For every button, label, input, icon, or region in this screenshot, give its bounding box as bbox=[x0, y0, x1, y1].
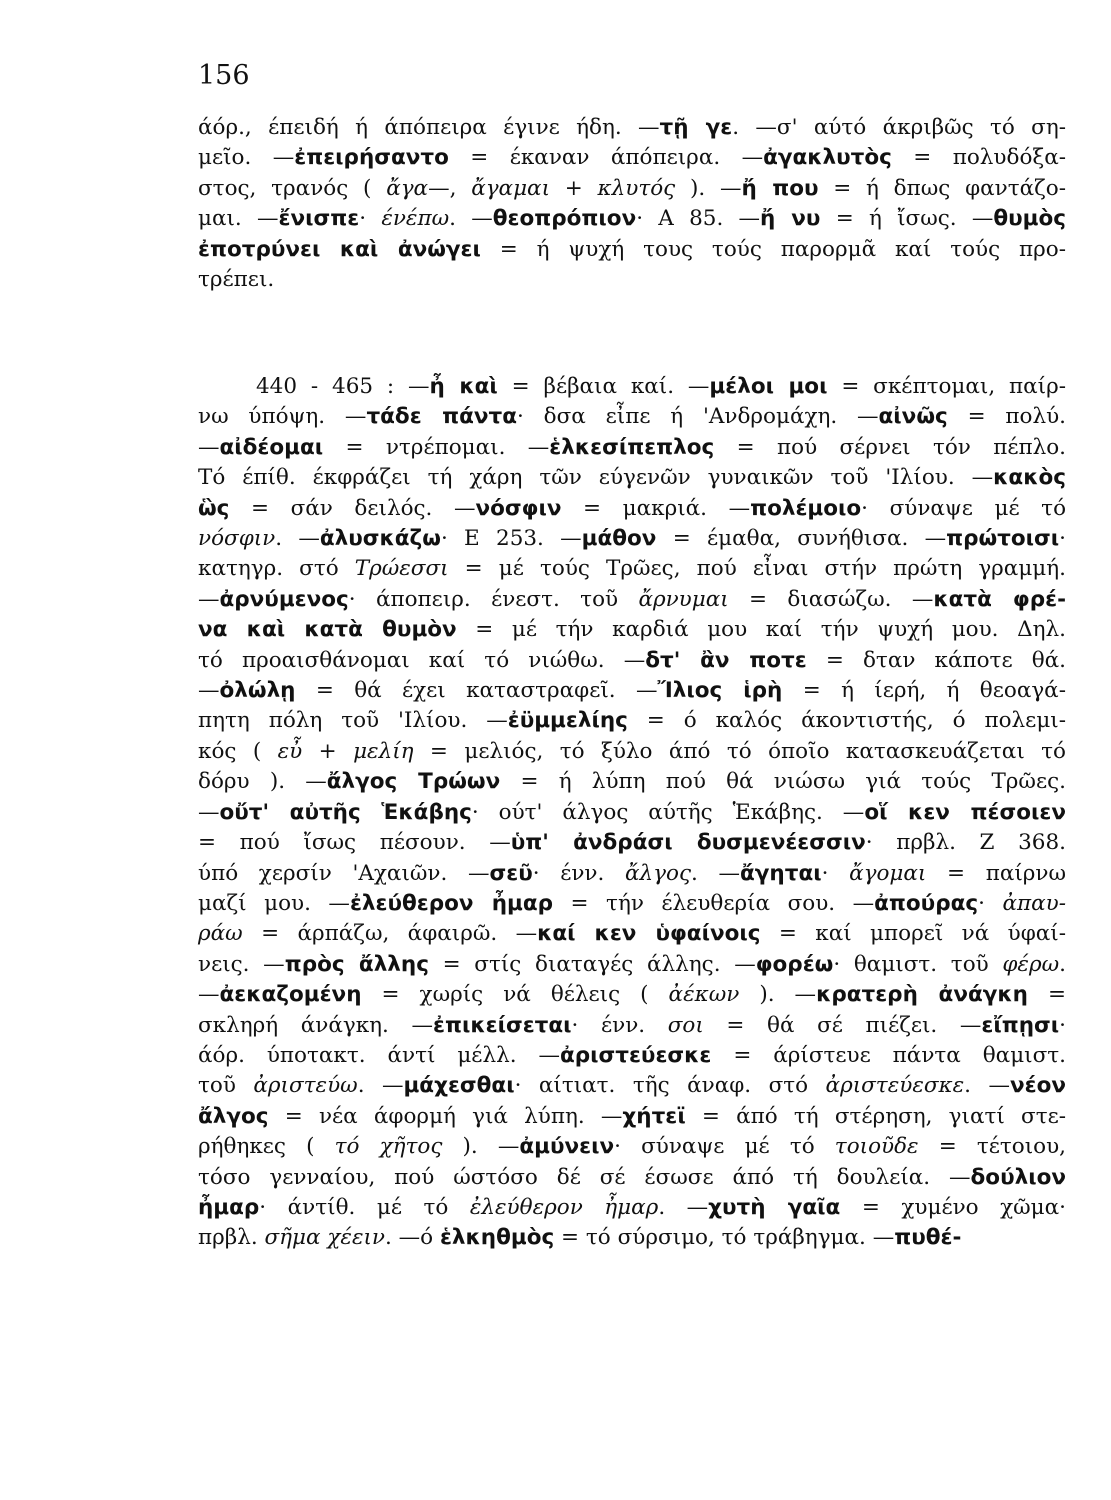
text-line: νω ύπόψη. —τάδε πάντα· δσα εἶπε ή 'Ανδρομάχη. —αἰνῶς = πολύ. bbox=[198, 404, 1066, 430]
text-line: = πού ἴσως πέσουν. —ὑπ' ἀνδράσι δυσμενέεσσιν· πρβλ. Z 368. bbox=[198, 830, 1066, 856]
text-line: τόσο γενναίου, πού ώστόσο δέ σέ έσωσε άπό τή δουλεία. —δούλιον bbox=[198, 1164, 1066, 1190]
text-line: ἐποτρύνει καὶ ἀνώγει = ή ψυχή τους τούς παρορμᾶ καί τούς προ- bbox=[198, 236, 1066, 262]
text-line: τό προαισθάνομαι καί τό νιώθω. —δτ' ἂν ποτε = δταν κάποτε θά. bbox=[198, 647, 1066, 673]
text-line: τρέπει. bbox=[198, 267, 275, 293]
text-line: Τό έπίθ. έκφράζει τή χάρη τῶν εύγενῶν γυναικῶν τοῦ 'Ιλίου. —κακὸς bbox=[198, 465, 1066, 491]
text-line: ύπό χερσίν 'Αχαιῶν. —σεῦ· ένν. ἄλγος. —ἄγηται· ἄγομαι = παίρνω bbox=[198, 860, 1067, 886]
text-line: μεῖο. —ἐπειρήσαντο = έκαναν άπόπειρα. —ἀγακλυτὸς = πολυδόξα- bbox=[198, 145, 1067, 171]
text-line: ὣς = σάν δειλός. —νόσφιν = μακριά. —πολέμοιο· σύναψε μέ τό bbox=[198, 495, 1067, 521]
text-line: σκληρή άνάγκη. —ἐπικείσεται· ένν. σοι = θά σέ πιέζει. —εἴπῃσι· bbox=[198, 1012, 1067, 1038]
text-line: —αἰδέομαι = ντρέπομαι. —ἑλκεσίπεπλος = πού σέρνει τόν πέπλο. bbox=[198, 434, 1066, 460]
text-line: —οὔτ' αὐτῆς Ἑκάβης· ούτ' άλγος αύτῆς Ἑκάβης. —οἵ κεν πέσοιεν bbox=[198, 799, 1066, 825]
text-line: 440 - 465 : —ἦ καὶ = βέβαια καί. —μέλοι μοι = σκέπτομαι, παίρ- bbox=[256, 374, 1067, 399]
text-line: ἦμαρ· άντίθ. μέ τό ἐλεύθερον ἦμαρ. —χυτὴ γαῖα = χυμένο χῶμα· bbox=[198, 1194, 1067, 1220]
text-line: κός ( εὖ + μελίη = μελιός, τό ξύλο άπό τό όποῖο κατασκευάζεται τό bbox=[198, 738, 1066, 764]
text-line: —ἀεκαζομένη = χωρίς νά θέλεις ( ἀέκων ). —κρατερὴ ἀνάγκη = bbox=[198, 982, 1066, 1008]
text-line: να καὶ κατὰ θυμὸν = μέ τήν καρδιά μου καί τήν ψυχή μου. Δηλ. bbox=[198, 617, 1066, 643]
text-line: άόρ., έπειδή ή άπόπειρα έγινε ήδη. —τῇ γε. —σ' αύτό άκριβῶς τό ση- bbox=[198, 115, 1067, 140]
text-line: πρβλ. σῆμα χέειν. —ό ἑλκηθμὸς = τό σύρσιμο, τό τράβηγμα. —πυθέ- bbox=[198, 1225, 962, 1251]
text-line: τοῦ ἀριστεύω. —μάχεσθαι· αίτιατ. τῆς άναφ. στό ἀριστεύεσκε. —νέον bbox=[198, 1073, 1066, 1099]
text-line: νόσφιν. —ἀλυσκάζω· E 253. —μάθον = έμαθα, συνήθισα. —πρώτοισι· bbox=[198, 526, 1066, 552]
text-line: μαι. —ἔνισπε· ένέπω. —θεοπρόπιον· A 85. —ἤ νυ = ή ἴσως. —θυμὸς bbox=[198, 206, 1067, 232]
text-line: —ὀλώλῃ = θά έχει καταστραφεῖ. —Ἴλιος ἱρὴ = ή ίερή, ή θεοαγά- bbox=[198, 678, 1066, 704]
text-line: άόρ. ύποτακτ. άντί μέλλ. —ἀριστεύεσκε = άρίστευε πάντα θαμιστ. bbox=[198, 1042, 1067, 1068]
page-number: 156 bbox=[198, 60, 250, 91]
commentary-paragraph bbox=[198, 113, 1066, 295]
text-line: δόρυ ). —ἄλγος Τρώων = ή λύπη πού θά νιώσω γιά τούς Τρῶες. bbox=[198, 769, 1066, 795]
text-line: —ἀρνύμενος· άποπειρ. ένεστ. τοῦ ἄρνυμαι = διασώζω. —κατὰ φρέ- bbox=[198, 586, 1066, 612]
commentary-paragraph bbox=[198, 372, 1066, 1254]
text-line: μαζί μου. —ἐλεύθερον ἦμαρ = τήν έλευθερία σου. —ἀπούρας· ἀπαυ- bbox=[198, 890, 1066, 916]
text-line: πητη πόλη τοῦ 'Ιλίου. —ἐϋμμελίης = ό καλός άκοντιστής, ό πολεμι- bbox=[198, 708, 1066, 734]
text-line: νεις. —πρὸς ἄλλης = στίς διαταγές άλλης. —φορέω· θαμιστ. τοῦ φέρω. bbox=[198, 951, 1066, 977]
text-line: ἄλγος = νέα άφορμή γιά λύπη. —χήτεϊ = άπό τή στέρηση, γιατί στε- bbox=[198, 1103, 1066, 1129]
text-line: στος, τρανός ( ἄγα—, ἄγαμαι + κλυτός ). —ἤ που = ή δπως φαντάζο- bbox=[198, 175, 1067, 201]
text-line: κατηγρ. στό Τρώεσσι = μέ τούς Τρῶες, πού εἶναι στήν πρώτη γραμμή. bbox=[198, 556, 1066, 582]
text-line: ρήθηκες ( τό χῆτος ). —ἀμύνειν· σύναψε μέ τό τοιοῦδε = τέτοιου, bbox=[198, 1134, 1066, 1160]
text-line: ράω = άρπάζω, άφαιρῶ. —καί κεν ὑφαίνοις = καί μπορεῖ νά ύφαί- bbox=[198, 921, 1066, 947]
